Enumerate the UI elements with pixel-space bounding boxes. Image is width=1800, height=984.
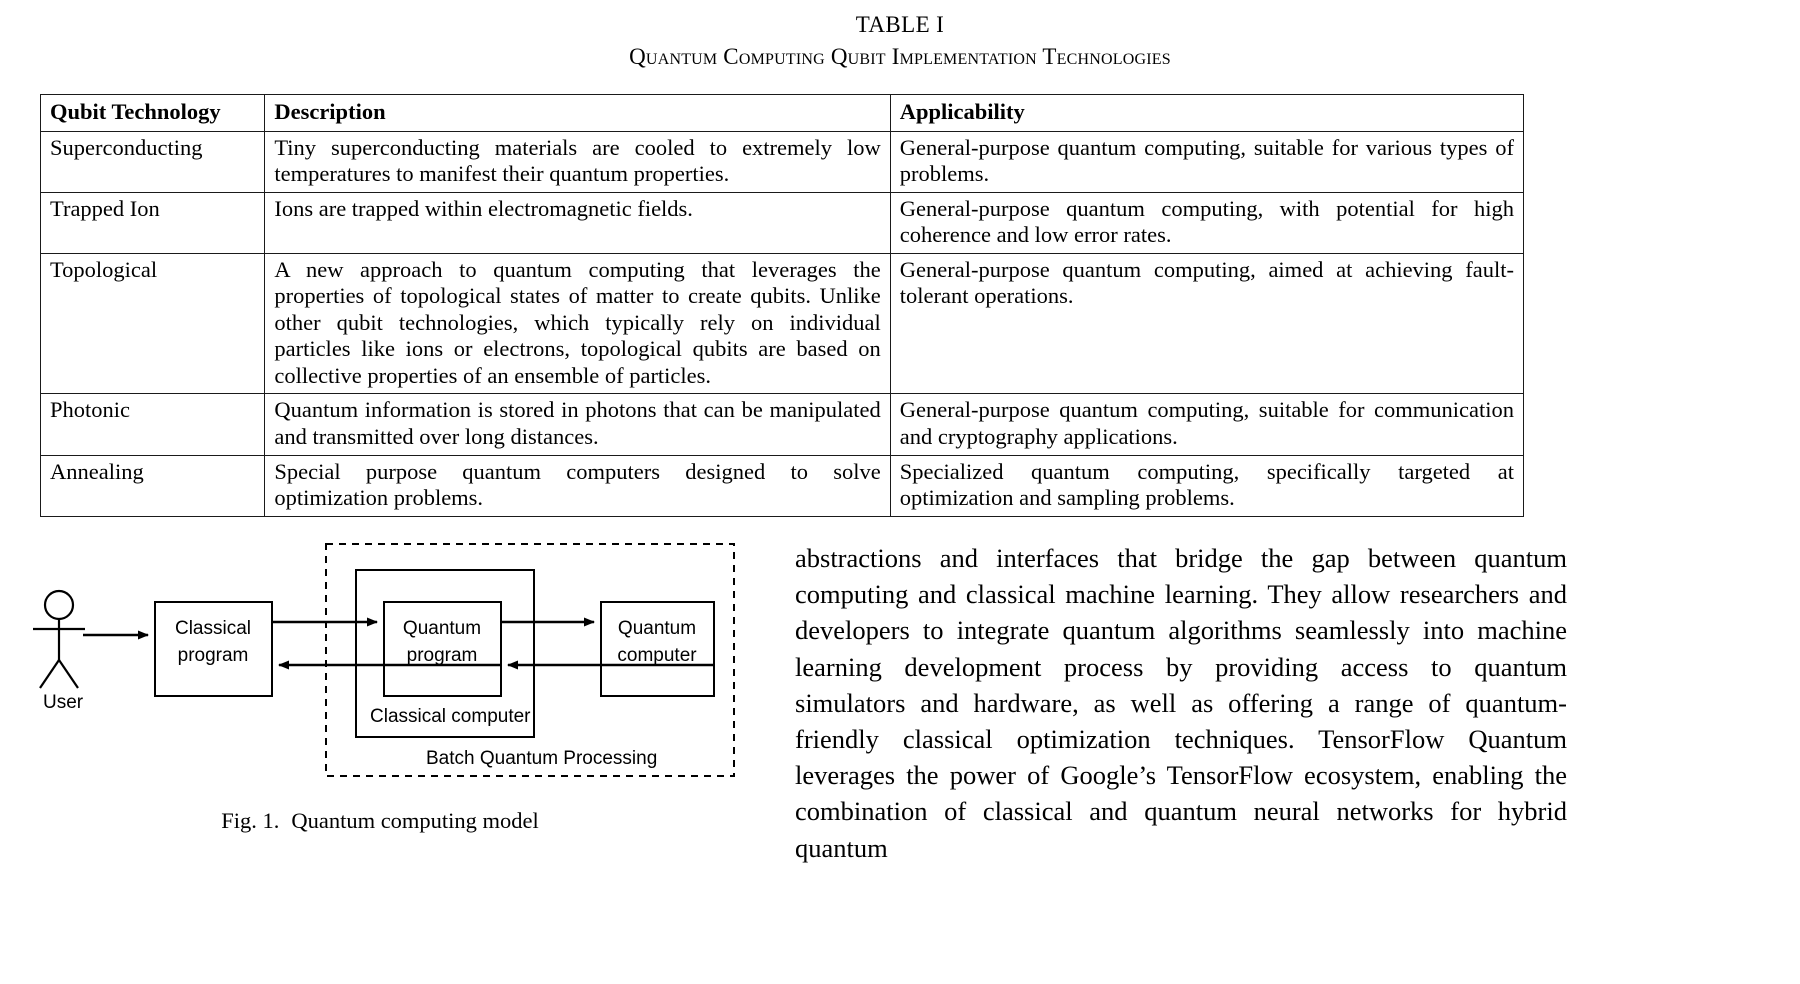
- quantum-computer-label-line2: computer: [617, 645, 697, 666]
- table-body: [41, 131, 1524, 516]
- cell-description: Tiny superconducting materials are cooled to extremely low temperatures to manifest their quantum properties.: [265, 131, 890, 192]
- quantum-program-label-line1: Quantum: [402, 618, 482, 639]
- cell-description: Special purpose quantum computers designed to solve optimization problems.: [265, 455, 890, 516]
- classical-program-label-line2: program: [177, 645, 249, 666]
- quantum-program-label-line2: program: [406, 645, 478, 666]
- cell-applicability: General-purpose quantum computing, with potential for high coherence and low error rates.: [890, 192, 1523, 253]
- table-row: [41, 394, 1524, 455]
- cell-applicability: Specialized quantum computing, specifically targeted at optimization and sampling problems.: [890, 455, 1523, 516]
- cell-description: A new approach to quantum computing that leverages the properties of topological states of matter to create qubits. Unlike other qubit technologies, which typically rely on individual particles like ions or electrons, topological qubits are based on collective properties of an ensemble of particles.: [265, 253, 890, 394]
- user-label: User: [43, 692, 84, 713]
- quantum-computer-label-line1: Quantum: [617, 618, 697, 639]
- table-heading-block: [0, 0, 1800, 70]
- table-row: [41, 253, 1524, 394]
- cell-technology: Annealing: [41, 455, 265, 516]
- qubit-technologies-table: [40, 94, 1524, 517]
- classical-program-label-line1: Classical: [174, 618, 252, 639]
- column-header-qubit-technology: Qubit Technology: [41, 95, 265, 132]
- cell-technology: Trapped Ion: [41, 192, 265, 253]
- batch-quantum-processing-label: Batch Quantum Processing: [426, 748, 658, 769]
- table-row: [41, 131, 1524, 192]
- table-row: [41, 455, 1524, 516]
- column-header-applicability: Applicability: [890, 95, 1523, 132]
- table-caption: Quantum Computing Qubit Implementation Technologies: [629, 44, 1171, 69]
- table-number: TABLE I: [855, 12, 945, 37]
- figure-caption-label: Fig. 1.: [221, 808, 280, 833]
- cell-description: Quantum information is stored in photons that can be manipulated and transmitted over long distances.: [265, 394, 890, 455]
- user-actor-icon: [33, 591, 85, 688]
- figure-caption: [0, 808, 760, 834]
- cell-technology: Superconducting: [41, 131, 265, 192]
- column-header-description: Description: [265, 95, 890, 132]
- body-column: [795, 540, 1567, 866]
- figure-1: [0, 520, 780, 972]
- quantum-computing-model-diagram: [0, 520, 780, 820]
- cell-applicability: General-purpose quantum computing, aimed at achieving fault-tolerant operations.: [890, 253, 1523, 394]
- figure-caption-text: Quantum computing model: [291, 808, 539, 833]
- table-header-row: [41, 95, 1524, 132]
- table-header: [41, 95, 1524, 132]
- cell-technology: Topological: [41, 253, 265, 394]
- body-paragraph: abstractions and interfaces that bridge the gap between quantum computing and classical machine learning. They allow researchers and developers to integrate quantum algorithms seamlessly into machine learning development process by providing access to quantum simulators and hardware, as well as offering a range of quantum-friendly classical optimization techniques. TensorFlow Quantum leverages the power of Google’s TensorFlow ecosystem, enabling the combination of classical and quantum neural networks for hybrid quantum: [795, 543, 1567, 863]
- classical-computer-label: Classical computer: [370, 706, 531, 727]
- column-bottom-clip: [780, 960, 1600, 984]
- cell-description: Ions are trapped within electromagnetic fields.: [265, 192, 890, 253]
- cell-applicability: General-purpose quantum computing, suitable for various types of problems.: [890, 131, 1523, 192]
- cell-applicability: General-purpose quantum computing, suitable for communication and cryptography applications.: [890, 394, 1523, 455]
- cell-technology: Photonic: [41, 394, 265, 455]
- table-row: [41, 192, 1524, 253]
